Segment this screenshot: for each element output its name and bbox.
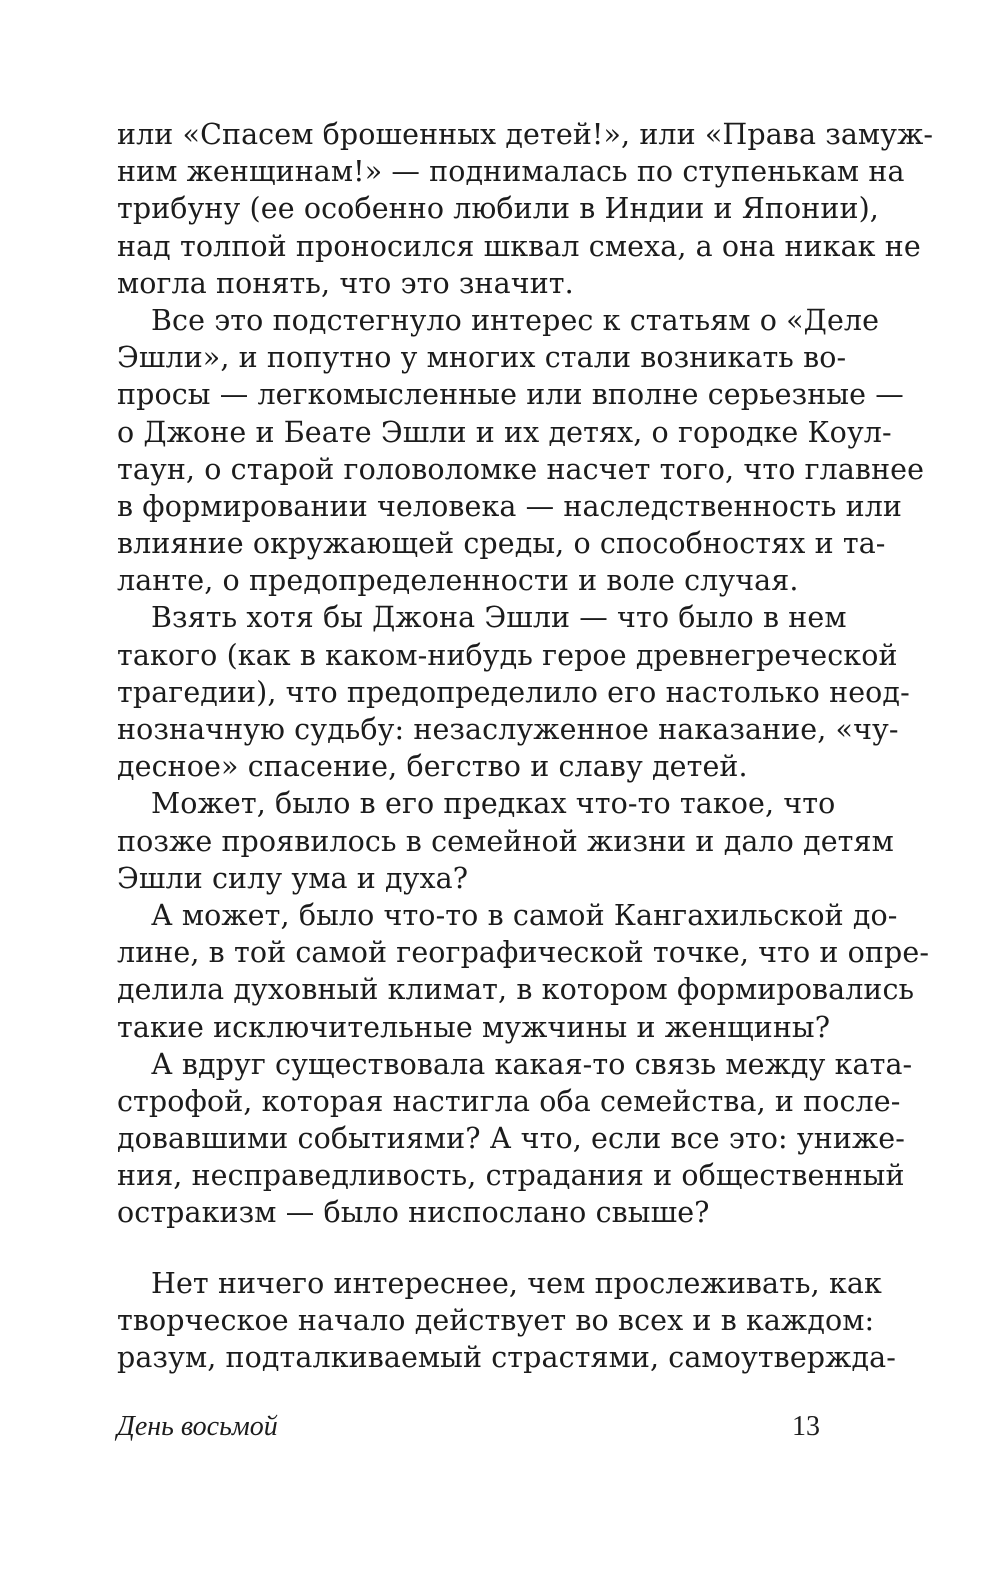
text-line: делила духовный климат, в котором формировались bbox=[117, 973, 915, 1007]
text-line: ланте, о предопределенности и воле случая. bbox=[117, 564, 799, 598]
text-line: таун, о старой головоломке насчет того, что главнее bbox=[117, 452, 925, 486]
text-line: ния, несправедливость, страдания и общественный bbox=[117, 1159, 905, 1193]
main-text-block bbox=[117, 116, 934, 1232]
text-line: над толпой проносился шквал смеха, а она никак не bbox=[117, 229, 921, 263]
text-line: в формировании человека — наследственность или bbox=[117, 489, 903, 523]
text-line: Взять хотя бы Джона Эшли — что было в нем bbox=[151, 601, 847, 635]
running-title: День восьмой bbox=[117, 1411, 278, 1442]
text-line: строфой, которая настигла оба семейства, и после- bbox=[117, 1084, 901, 1118]
text-line: творческое начало действует во всех и в каждом: bbox=[117, 1304, 875, 1338]
text-line: Эшли», и попутно у многих стали возникать во- bbox=[117, 341, 847, 375]
text-line: или «Спасем брошенных детей!», или «Права замуж- bbox=[117, 118, 934, 151]
text-line: разум, подталкиваемый страстями, самоутвержда- bbox=[117, 1341, 896, 1375]
text-line: трибуну (ее особенно любили в Индии и Японии), bbox=[117, 192, 879, 226]
page-number: 13 bbox=[792, 1411, 820, 1442]
text-line: просы — легкомысленные или вполне серьезные — bbox=[117, 378, 904, 412]
text-line: довавшими событиями? А что, если все это: униже- bbox=[117, 1122, 905, 1156]
text-line: ним женщинам!» — поднималась по ступенькам на bbox=[117, 155, 905, 189]
section-text-block bbox=[117, 1265, 896, 1377]
text-line: трагедии), что предопределило его настолько неод- bbox=[117, 675, 910, 709]
text-line: такого (как в каком-нибудь герое древнегреческой bbox=[117, 638, 898, 672]
text-line: остракизм — было ниспослано свыше? bbox=[117, 1196, 710, 1230]
text-line: могла понять, что это значит. bbox=[117, 266, 574, 300]
text-line: влияние окружающей среды, о способностях и та- bbox=[117, 527, 886, 561]
text-line: позже проявилось в семейной жизни и дало детям bbox=[117, 824, 894, 858]
text-line: десное» спасение, бегство и славу детей. bbox=[117, 750, 748, 784]
text-line: Нет ничего интереснее, чем прослеживать, как bbox=[151, 1267, 882, 1300]
text-line: нозначную судьбу: незаслуженное наказание, «чу- bbox=[117, 713, 899, 746]
text-line: Может, было в его предках что-то такое, что bbox=[151, 787, 836, 821]
text-line: о Джоне и Беате Эшли и их детях, о городке Коул- bbox=[117, 415, 892, 449]
text-line: А вдруг существовала какая-то связь между ката- bbox=[151, 1047, 913, 1081]
text-line: Все это подстегнуло интерес к статьям о «Деле bbox=[151, 303, 880, 337]
text-line: А может, было что-то в самой Кангахильской до- bbox=[151, 898, 898, 932]
page-footer bbox=[117, 1411, 820, 1451]
text-line: Эшли силу ума и духа? bbox=[117, 861, 469, 895]
text-line: лине, в той самой географической точке, что и опре- bbox=[117, 936, 930, 970]
text-line: такие исключительные мужчины и женщины? bbox=[117, 1010, 831, 1044]
